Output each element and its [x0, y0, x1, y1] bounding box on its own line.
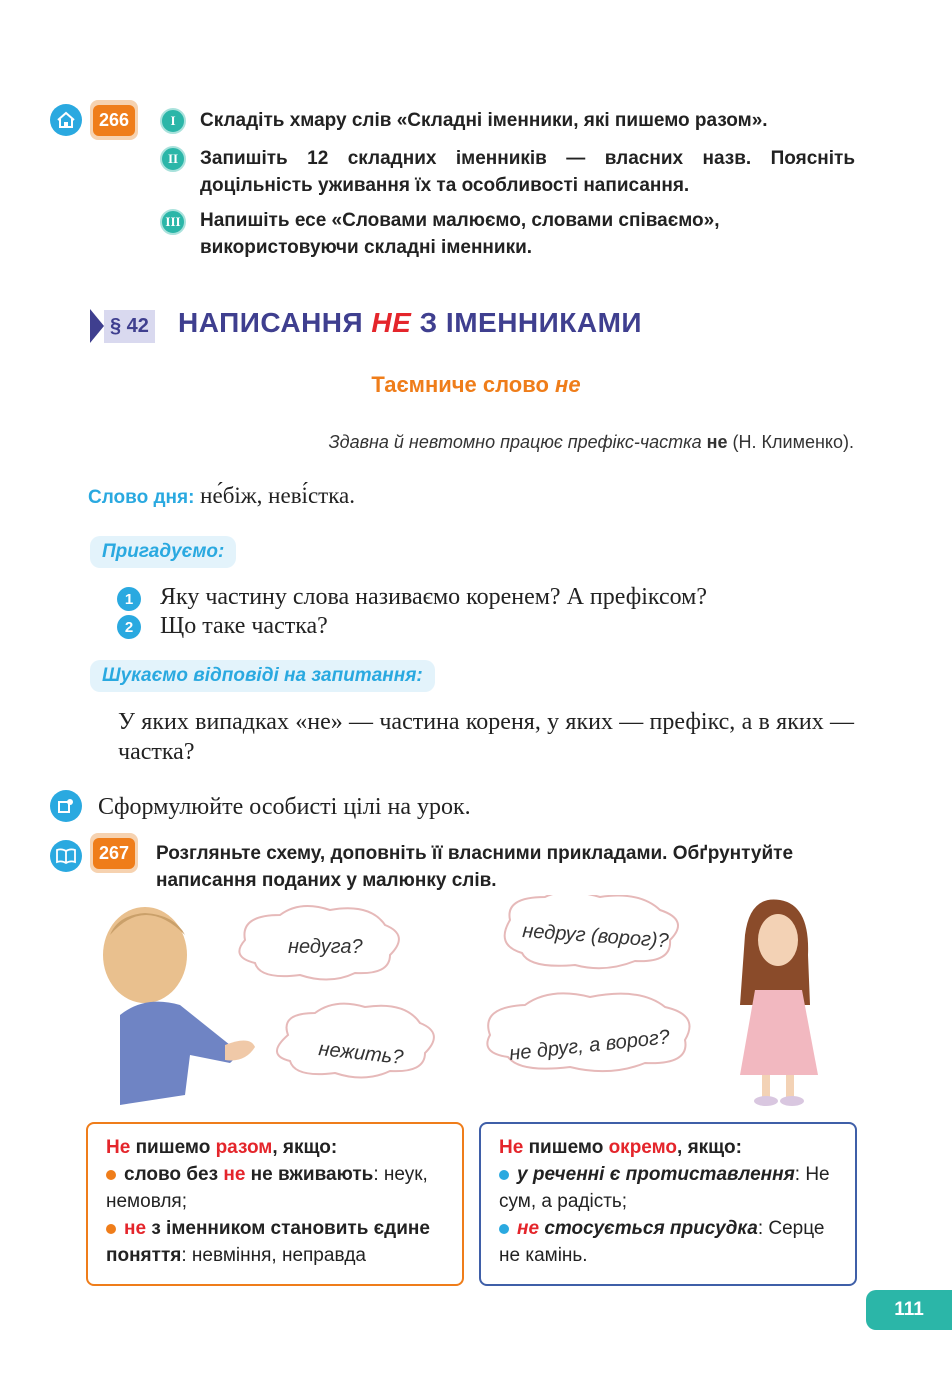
cloud-ne-druh [487, 993, 689, 1071]
task-266-level-1-text: Складіть хмару слів «Складні іменники, які пишемо разом». [200, 110, 768, 131]
recall-question-1: Яку частину слова називаємо коренем? А префіксом? [160, 584, 708, 610]
task-number-267: 267 [90, 833, 138, 873]
cloud-text-ne-druh: не друг, а ворог? [508, 1026, 671, 1065]
recall-question-2: Що таке частка? [160, 613, 328, 639]
cloud-text-nedruh: недруг (ворог)? [521, 920, 670, 953]
task-266-level-2-text: Запишіть 12 складних іменників — власних назв. Поясніть доцільність уживання їх та особливості написання. [200, 148, 855, 196]
level-badge-3: III [160, 209, 186, 235]
search-label: Шукаємо відповіді на запитання: [90, 660, 435, 692]
task-267-text: Розгляньте схему, доповніть її власними прикладами. Обґрунтуйте написання поданих у малюнку слів. [156, 843, 794, 891]
task-266-level-3-text: Напишіть есе «Словами малюємо, словами співаємо», використовуючи складні іменники. [200, 210, 720, 258]
book-icon [50, 840, 82, 872]
bullet-icon [499, 1170, 509, 1180]
bullet-icon [106, 1170, 116, 1180]
rule-box-together [86, 1122, 464, 1286]
home-icon [50, 104, 82, 136]
cloud-text-nedugha: недуга? [288, 936, 363, 958]
boy-illustration [103, 907, 255, 1105]
cloud-text-nezhyt: нежить? [317, 1038, 405, 1069]
rule-separately-item-2: не стосується присудка: Серце не камінь. [499, 1218, 825, 1266]
number-1-icon: 1 [117, 587, 141, 611]
cloud-nezhyt [277, 1004, 434, 1078]
page-number: 111 [866, 1290, 952, 1330]
goals-text: Сформулюйте особисті цілі на урок. [98, 794, 471, 820]
rule-together-item-2: не з іменником становить єдине поняття: невміння, неправда [106, 1218, 430, 1266]
level-badge-2: II [160, 146, 186, 172]
epigraph: Здавна й невтомно працює префікс-частка не (Н. Клименко). [328, 432, 854, 452]
level-badge-1: I [160, 108, 186, 134]
cloud-nedugha [239, 906, 399, 980]
puzzle-icon [50, 790, 82, 822]
word-of-day: Слово дня: не́біж, неві́стка. [88, 483, 355, 508]
section-title: НАПИСАННЯ НЕ З ІМЕННИКАМИ [178, 307, 643, 338]
illustration [90, 895, 860, 1115]
girl-illustration [740, 899, 818, 1106]
task-number-266: 266 [90, 100, 138, 140]
search-question: У яких випадках «не» — частина кореня, у яких — префікс, а в яких — частка? [118, 709, 854, 765]
bullet-icon [499, 1224, 509, 1234]
bullet-icon [106, 1224, 116, 1234]
subtitle: Таємниче слово не [371, 372, 581, 397]
section-number: § 42 [90, 309, 155, 343]
rule-separately-heading: Не пишемо окремо, якщо: [499, 1137, 742, 1158]
rule-together-item-1: слово без не не вживають: неук, немовля; [106, 1164, 428, 1212]
number-2-icon: 2 [117, 615, 141, 639]
cloud-nedruh [505, 895, 678, 968]
rule-box-separately [479, 1122, 857, 1286]
rule-separately-item-1: у реченні є протиставлення: Не сум, а радість; [499, 1164, 830, 1212]
recall-label: Пригадуємо: [90, 536, 236, 568]
rule-together-heading: Не пишемо разом, якщо: [106, 1137, 338, 1158]
